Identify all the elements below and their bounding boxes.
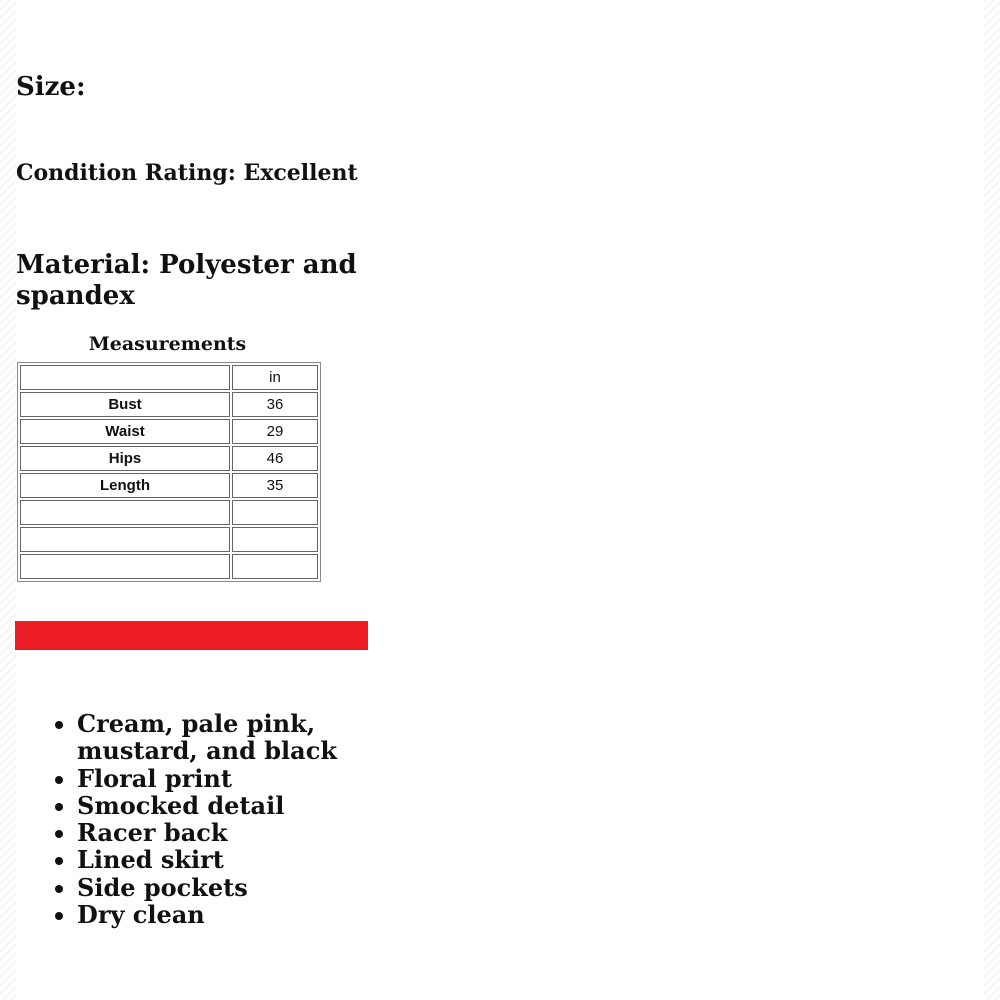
condition-rating: Condition Rating: Excellent: [16, 160, 358, 186]
measurement-name: Hips: [20, 446, 230, 471]
table-row: [20, 527, 318, 552]
measurement-value: [232, 554, 318, 579]
measurements-table: [17, 362, 321, 582]
table-row: [20, 554, 318, 579]
feature-item: • Smocked detail: [77, 792, 417, 819]
red-divider-bar: [15, 621, 368, 650]
size-heading: Size:: [16, 72, 86, 102]
feature-item: • Cream, pale pink, mustard, and black: [77, 710, 417, 765]
measurement-name: [20, 500, 230, 525]
table-row: [20, 500, 318, 525]
measurement-name: Length: [20, 473, 230, 498]
table-header-row: [20, 365, 318, 390]
measurement-name: Waist: [20, 419, 230, 444]
measurement-value: 46: [232, 446, 318, 471]
measurement-value: [232, 527, 318, 552]
measurement-value: [232, 500, 318, 525]
table-row: [20, 419, 318, 444]
header-cell: in: [232, 365, 318, 390]
measurement-value: 29: [232, 419, 318, 444]
header-cell: [20, 365, 230, 390]
feature-item: • Racer back: [77, 819, 417, 846]
feature-list: [36, 710, 417, 928]
table-row: [20, 446, 318, 471]
measurement-name: [20, 527, 230, 552]
material-heading: Material: Polyester and spandex: [16, 250, 357, 311]
measurements-caption: Measurements: [88, 333, 247, 355]
measurement-name: [20, 554, 230, 579]
measurement-value: 35: [232, 473, 318, 498]
measurement-value: 36: [232, 392, 318, 417]
feature-item: • Floral print: [77, 765, 417, 792]
table-row: [20, 473, 318, 498]
feature-item: • Side pockets: [77, 874, 417, 901]
table-row: [20, 392, 318, 417]
feature-item: • Dry clean: [77, 901, 417, 928]
measurement-name: Bust: [20, 392, 230, 417]
feature-item: • Lined skirt: [77, 846, 417, 873]
